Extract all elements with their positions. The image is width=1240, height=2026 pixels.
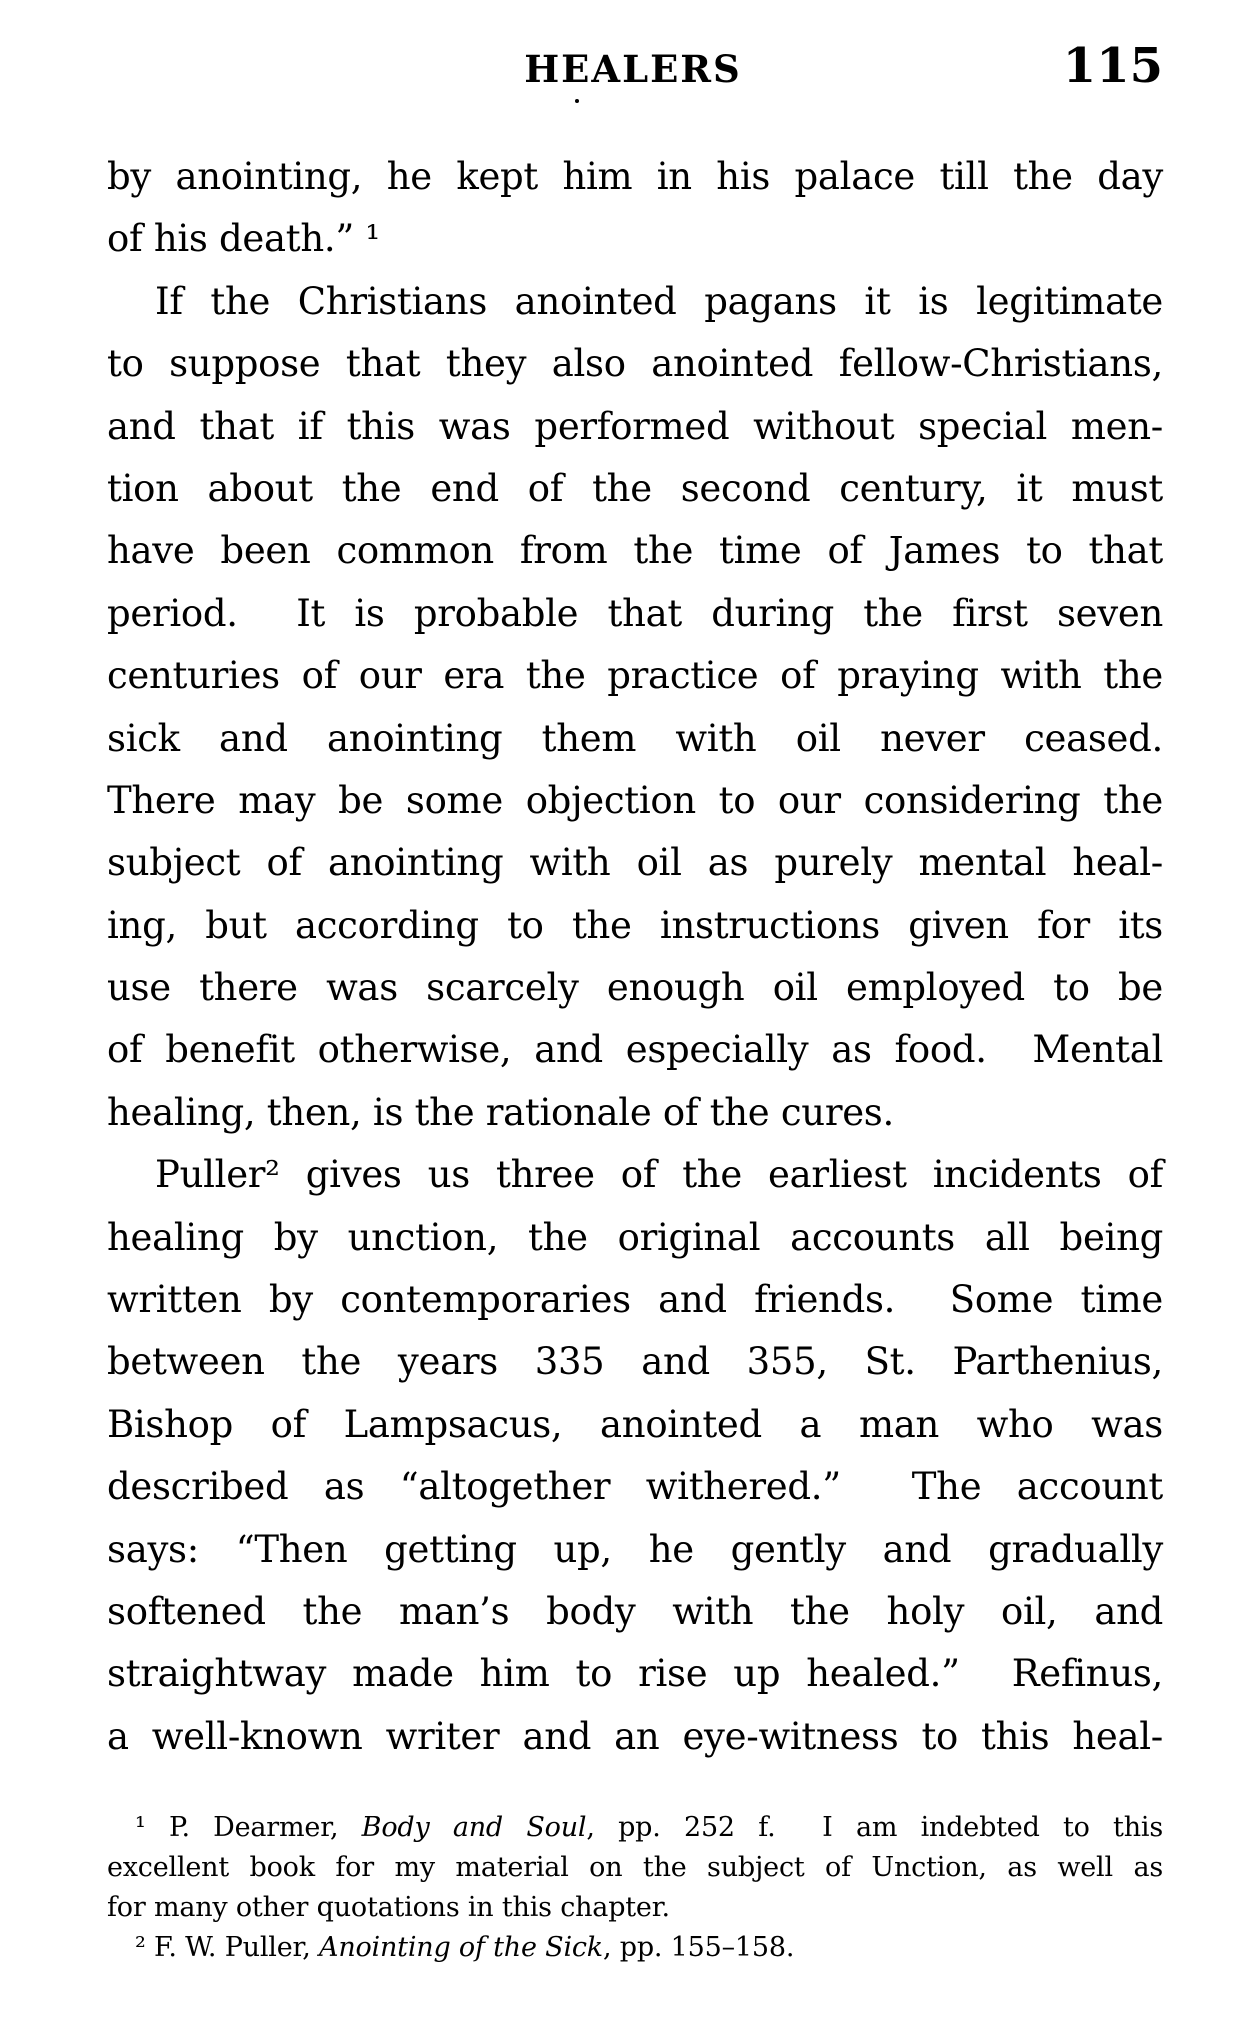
text-line: described as “altogether withered.” The account [107, 1465, 1163, 1509]
footnote-book-title: Anointing of the Sick [319, 1932, 603, 1963]
body-text [107, 146, 1163, 1768]
text-line: between the years 335 and 355, St. Parthenius, [107, 1340, 1163, 1384]
text-line: of benefit otherwise, and especially as food. Mental [107, 1028, 1163, 1072]
text-line: Bishop of Lampsacus, anointed a man who was [107, 1402, 1163, 1446]
text-line: written by contemporaries and friends. Some time [107, 1278, 1163, 1322]
text-line: centuries of our era the practice of praying with the [107, 654, 1163, 698]
footnote-text: , pp. 155–158. [602, 1932, 795, 1963]
text-line: sick and anointing them with oil never ceased. [107, 716, 1163, 760]
text-line: tion about the end of the second century, it must [107, 466, 1163, 510]
text-line: a well-known writer and an eye-witness to this heal- [107, 1714, 1163, 1758]
text-line: subject of anointing with oil as purely mental heal- [107, 841, 1163, 885]
text-line: have been common from the time of James to that [107, 529, 1163, 573]
text-line: of his death.” ¹ [107, 217, 380, 261]
footnote-marker-and-author: ² F. W. Puller, [135, 1932, 320, 1963]
text-line: ing, but according to the instructions given for its [107, 903, 1163, 947]
footnote-line [107, 1808, 1163, 1848]
text-line: softened the man’s body with the holy oil, and [107, 1589, 1163, 1633]
text-line: and that if this was performed without special men- [107, 404, 1163, 448]
page-number: 115 [1062, 38, 1163, 94]
text-line: Puller² gives us three of the earliest incidents of [155, 1153, 1163, 1197]
footnotes [107, 1808, 1163, 1968]
footnote-marker-and-author: ¹ P. Dearmer, [135, 1812, 362, 1843]
text-line: period. It is probable that during the first seven [107, 591, 1163, 635]
text-line: If the Christians anointed pagans it is legitimate [155, 279, 1163, 323]
text-line: use there was scarcely enough oil employed to be [107, 966, 1163, 1010]
text-line: says: “Then getting up, he gently and gradually [107, 1527, 1163, 1571]
text-line: There may be some objection to our considering the [107, 778, 1163, 822]
footnote-line: excellent book for my material on the subject of Unction, as well as [107, 1852, 1163, 1883]
text-line: to suppose that they also anointed fellow-Christians, [107, 342, 1163, 386]
footnote-line [107, 1928, 1163, 1968]
footnote-book-title: Body and Soul [361, 1812, 587, 1843]
footnote-line: for many other quotations in this chapter. [107, 1892, 670, 1923]
ink-speck [575, 99, 579, 103]
page-title: HEALERS [524, 47, 742, 91]
footnote-text: , pp. 252 f. I am indebted to this [586, 1812, 1163, 1843]
text-line: healing by unction, the original accounts all being [107, 1215, 1163, 1259]
text-line: healing, then, is the rationale of the cures. [107, 1090, 894, 1134]
text-line: straightway made him to rise up healed.” Refinus, [107, 1652, 1163, 1696]
text-line: by anointing, he kept him in his palace till the day [107, 155, 1163, 198]
